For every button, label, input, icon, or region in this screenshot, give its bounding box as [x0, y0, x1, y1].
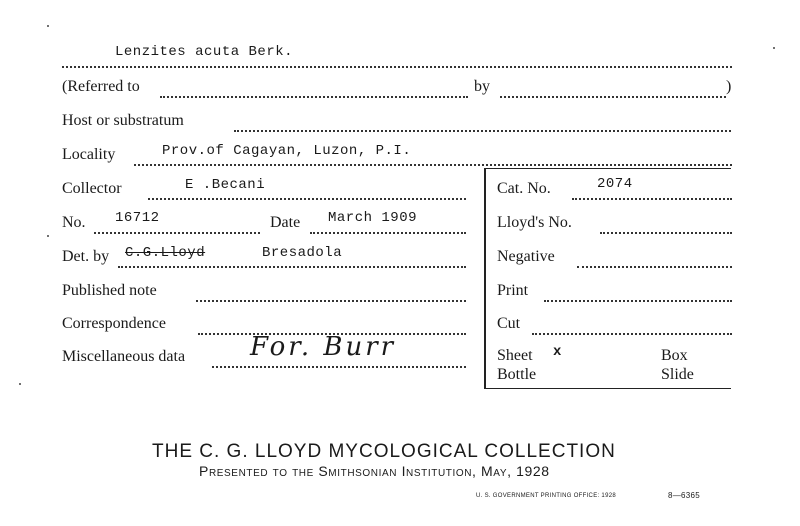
referred-to-line	[160, 96, 468, 98]
collector-label: Collector	[62, 180, 122, 197]
locality-line	[134, 164, 732, 166]
box-bottom	[484, 388, 731, 389]
cat-no-value: 2074	[597, 176, 633, 192]
misc-data-line	[212, 366, 466, 368]
cut-line	[532, 333, 732, 335]
box-label: Box	[661, 347, 688, 364]
correspondence-label: Correspondence	[62, 315, 166, 332]
lloyds-no-line	[600, 232, 732, 234]
det-by-line	[118, 266, 466, 268]
lloyds-no-label: Lloyd's No.	[497, 214, 572, 231]
no-value: 16712	[115, 210, 160, 226]
host-line	[234, 130, 731, 132]
negative-line	[577, 266, 732, 268]
bottle-label: Bottle	[497, 366, 537, 383]
collection-subtitle: Presented to the Smithsonian Institution, May, 1928	[199, 463, 550, 479]
form-number: 8—6365	[668, 491, 701, 500]
published-note-line	[196, 300, 466, 302]
cat-no-line	[572, 198, 732, 200]
det-by-struck: C.G.Lloyd	[125, 245, 206, 261]
published-note-label: Published note	[62, 282, 157, 299]
det-by-label: Det. by	[62, 248, 110, 265]
collector-line	[148, 198, 466, 200]
by-line	[500, 96, 726, 98]
printer-imprint: U. S. GOVERNMENT PRINTING OFFICE: 1928	[476, 493, 616, 499]
collection-title: THE C. G. LLOYD MYCOLOGICAL COLLECTION	[152, 441, 616, 462]
sheet-label: Sheet	[497, 347, 533, 364]
by-label: by	[474, 78, 490, 95]
box-border	[484, 168, 486, 388]
locality-label: Locality	[62, 146, 116, 163]
box-top	[484, 168, 731, 169]
date-line	[310, 232, 466, 234]
negative-label: Negative	[497, 248, 555, 265]
collector-value: E .Becani	[185, 177, 266, 193]
speck	[47, 25, 49, 27]
speck	[47, 235, 49, 237]
species-line	[62, 66, 732, 68]
locality-value: Prov.of Cagayan, Luzon, P.I.	[162, 143, 412, 159]
date-value: March 1909	[328, 210, 418, 226]
print-label: Print	[497, 282, 529, 299]
cut-label: Cut	[497, 315, 521, 332]
close-paren: )	[726, 78, 732, 95]
no-line	[94, 232, 260, 234]
speck	[773, 47, 775, 49]
speck	[19, 383, 21, 385]
misc-handwriting: For. Burr	[250, 332, 397, 362]
sheet-mark: x	[553, 344, 562, 360]
det-by-value: Bresadola	[262, 245, 343, 261]
species-name: Lenzites acuta Berk.	[115, 44, 294, 60]
print-line	[544, 300, 732, 302]
date-label: Date	[270, 214, 301, 231]
cat-no-label: Cat. No.	[497, 180, 551, 197]
slide-label: Slide	[661, 366, 694, 383]
misc-data-label: Miscellaneous data	[62, 348, 186, 365]
no-label: No.	[62, 214, 86, 231]
referred-to-label: (Referred to	[62, 78, 140, 95]
host-label: Host or substratum	[62, 112, 184, 129]
